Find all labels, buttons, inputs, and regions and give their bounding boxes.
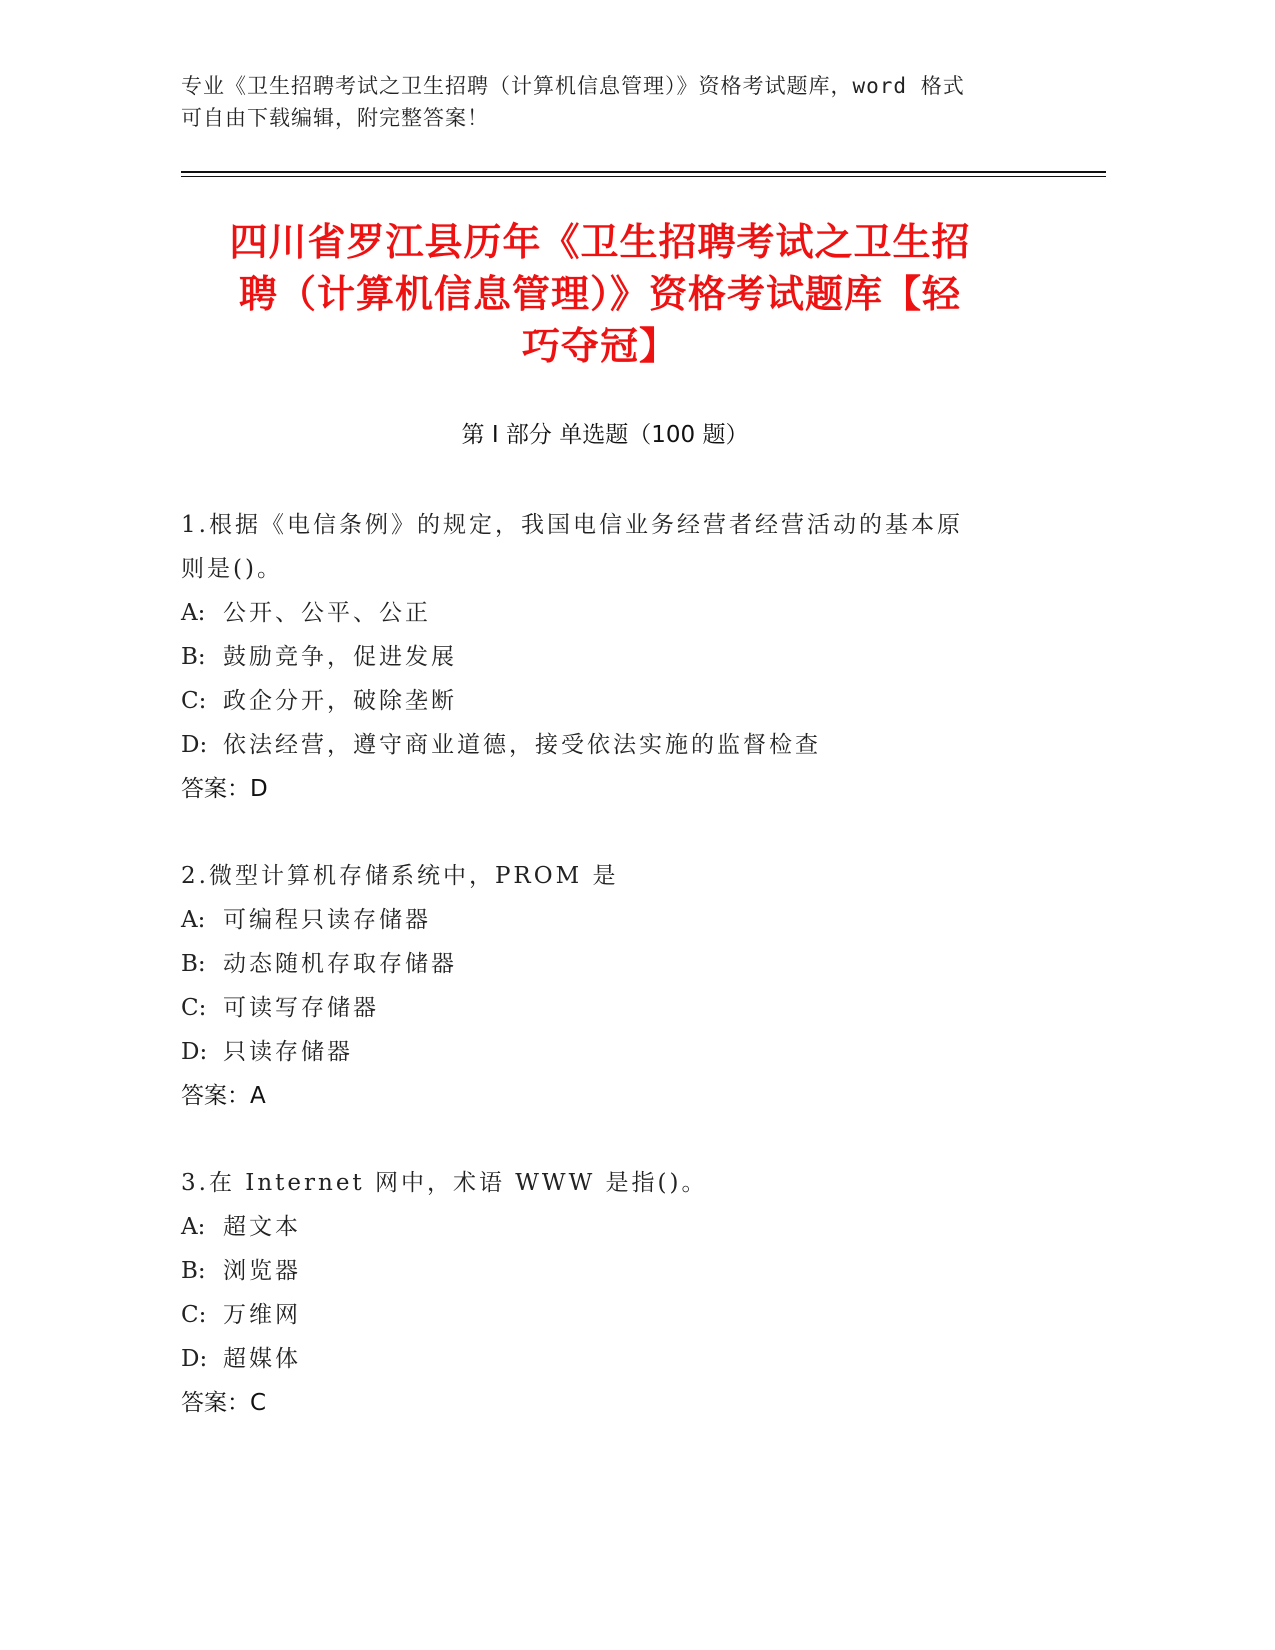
header-divider-thin <box>181 176 1106 177</box>
option-text: 可编程只读存储器 <box>223 907 431 933</box>
answer-line <box>181 767 1041 811</box>
question-stem: 则是()。 <box>181 556 283 582</box>
option-key: C: <box>181 995 207 1021</box>
option-text: 依法经营，遵守商业道德，接受依法实施的监督检查 <box>223 732 821 758</box>
document-title-line: 四川省罗江县历年《卫生招聘考试之卫生招 <box>229 220 971 264</box>
answer-value: C <box>250 1390 267 1416</box>
question-item <box>181 1161 1041 1425</box>
option-key: A: <box>181 907 206 933</box>
option-text: 公开、公平、公正 <box>223 600 431 626</box>
option-text: 超媒体 <box>223 1346 301 1372</box>
question-stem: 2.微型计算机存储系统中，PROM 是 <box>181 863 619 889</box>
option-text: 鼓励竞争，促进发展 <box>223 644 457 670</box>
option-a <box>181 1205 1041 1249</box>
option-key: C: <box>181 1302 207 1328</box>
document-title-line: 巧夺冠】 <box>521 324 678 368</box>
option-key: B: <box>181 951 206 977</box>
option-d <box>181 723 1041 767</box>
answer-value: D <box>250 776 268 802</box>
question-stem: 1.根据《电信条例》的规定，我国电信业务经营者经营活动的基本原 <box>181 512 963 538</box>
option-text: 万维网 <box>223 1302 301 1328</box>
option-key: B: <box>181 1258 206 1284</box>
answer-label: 答案： <box>181 1083 250 1109</box>
question-list <box>181 503 1041 1468</box>
header-note <box>181 70 1061 134</box>
header-note-line: 可自由下载编辑，附完整答案！ <box>181 106 489 130</box>
option-a <box>181 591 1041 635</box>
answer-label: 答案： <box>181 1390 250 1416</box>
header-divider-thick <box>181 171 1106 173</box>
option-text: 只读存储器 <box>223 1039 353 1065</box>
option-b <box>181 1249 1041 1293</box>
option-key: C: <box>181 688 207 714</box>
option-c <box>181 1293 1041 1337</box>
option-key: D: <box>181 732 208 758</box>
option-key: D: <box>181 1039 208 1065</box>
answer-line <box>181 1381 1041 1425</box>
option-key: B: <box>181 644 206 670</box>
question-item <box>181 854 1041 1118</box>
option-c <box>181 986 1041 1030</box>
answer-label: 答案： <box>181 776 250 802</box>
answer-value: A <box>250 1083 266 1109</box>
option-key: A: <box>181 600 206 626</box>
option-c <box>181 679 1041 723</box>
option-text: 超文本 <box>223 1214 301 1240</box>
answer-line <box>181 1074 1041 1118</box>
option-d <box>181 1337 1041 1381</box>
section-title: 第 I 部分 单选题（100 题） <box>461 422 749 448</box>
option-b <box>181 942 1041 986</box>
question-item <box>181 503 1041 811</box>
option-key: D: <box>181 1346 208 1372</box>
header-note-line: 专业《卫生招聘考试之卫生招聘（计算机信息管理）》资格考试题库，word 格式 <box>181 74 965 98</box>
option-text: 动态随机存取存储器 <box>223 951 457 977</box>
option-a <box>181 898 1041 942</box>
option-d <box>181 1030 1041 1074</box>
document-title-line: 聘（计算机信息管理）》资格考试题库【轻 <box>238 272 961 316</box>
option-text: 可读写存储器 <box>223 995 379 1021</box>
question-stem: 3.在 Internet 网中，术语 WWW 是指()。 <box>181 1170 708 1196</box>
option-text: 政企分开，破除垄断 <box>223 688 457 714</box>
option-b <box>181 635 1041 679</box>
option-key: A: <box>181 1214 206 1240</box>
option-text: 浏览器 <box>223 1258 301 1284</box>
document-title <box>160 216 1040 372</box>
